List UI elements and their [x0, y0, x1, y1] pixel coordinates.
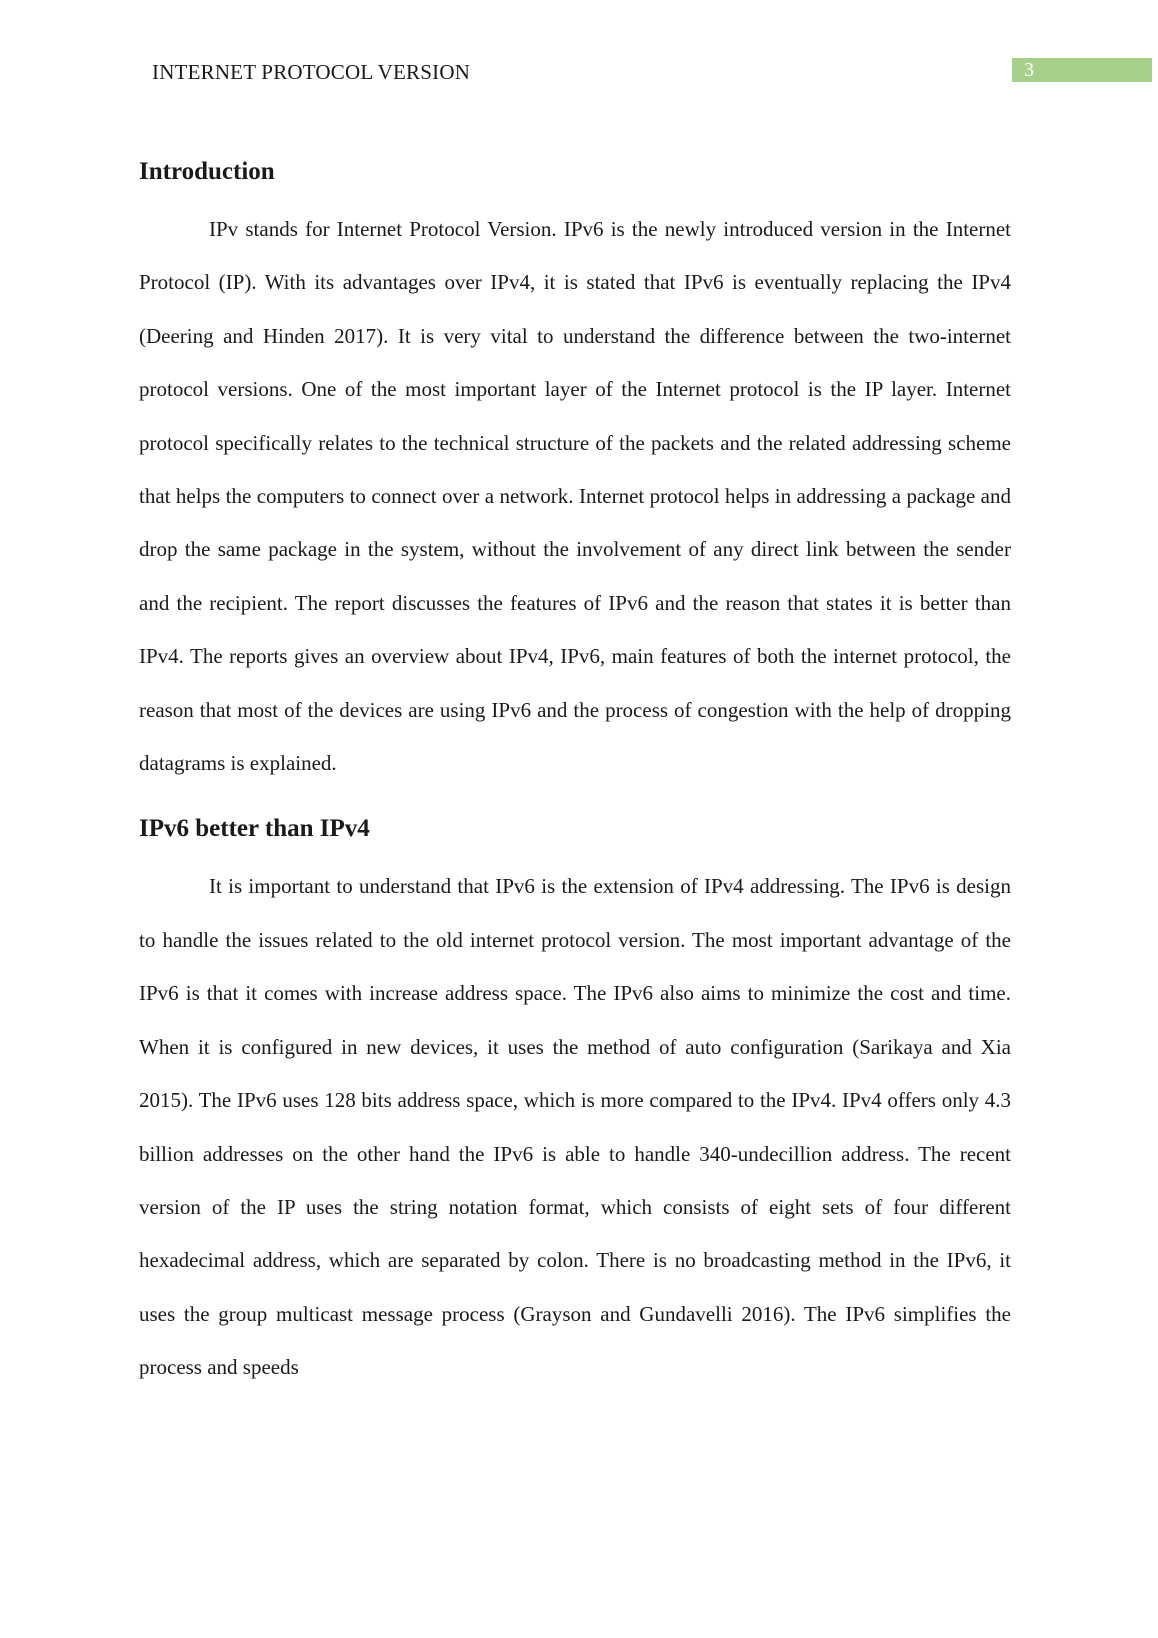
paragraph-introduction: IPv stands for Internet Protocol Version. IPv6 is the newly introduced version in the Internet Protocol (IP). With its advantages over IPv4, it is stated that IPv6 is eventually replacing the IPv4 (Deering and Hinden 2017). It is very vital to understand the difference between the two-internet protocol versions. One of the most important layer of the Internet protocol is the IP layer. Internet protocol specifically relates to the technical structure of the packets and the related addressing scheme that helps the computers to connect over a network. Internet protocol helps in addressing a package and drop the same package in the system, without the involvement of any direct link between the sender and the recipient. The report discusses the features of IPv6 and the reason that states it is better than IPv4. The reports gives an overview about IPv4, IPv6, main features of both the internet protocol, the reason that most of the devices are using IPv6 and the process of congestion with the help of dropping datagrams is explained. — [139, 217, 1011, 776]
page-number: 3 — [1012, 58, 1152, 82]
document-body — [139, 155, 1011, 1395]
section-heading-introduction: Introduction — [139, 158, 275, 185]
paragraph-ipv6-better: It is important to understand that IPv6 is the extension of IPv4 addressing. The IPv6 is design to handle the issues related to the old internet protocol version. The most important advantage of the IPv6 is that it comes with increase address space. The IPv6 also aims to minimize the cost and time. When it is configured in new devices, it uses the method of auto configuration (Sarikaya and Xia 2015). The IPv6 uses 128 bits address space, which is more compared to the IPv4. IPv4 offers only 4.3 billion addresses on the other hand the IPv6 is able to handle 340-undecillion address. The recent version of the IP uses the string notation format, which consists of eight sets of four different hexadecimal address, which are separated by colon. There is no broadcasting method in the IPv6, it uses the group multicast message process (Grayson and Gundavelli 2016). The IPv6 simplifies the process and speeds — [139, 874, 1011, 1380]
running-head: INTERNET PROTOCOL VERSION — [152, 60, 471, 84]
section-heading-ipv6-better: IPv6 better than IPv4 — [139, 815, 370, 843]
